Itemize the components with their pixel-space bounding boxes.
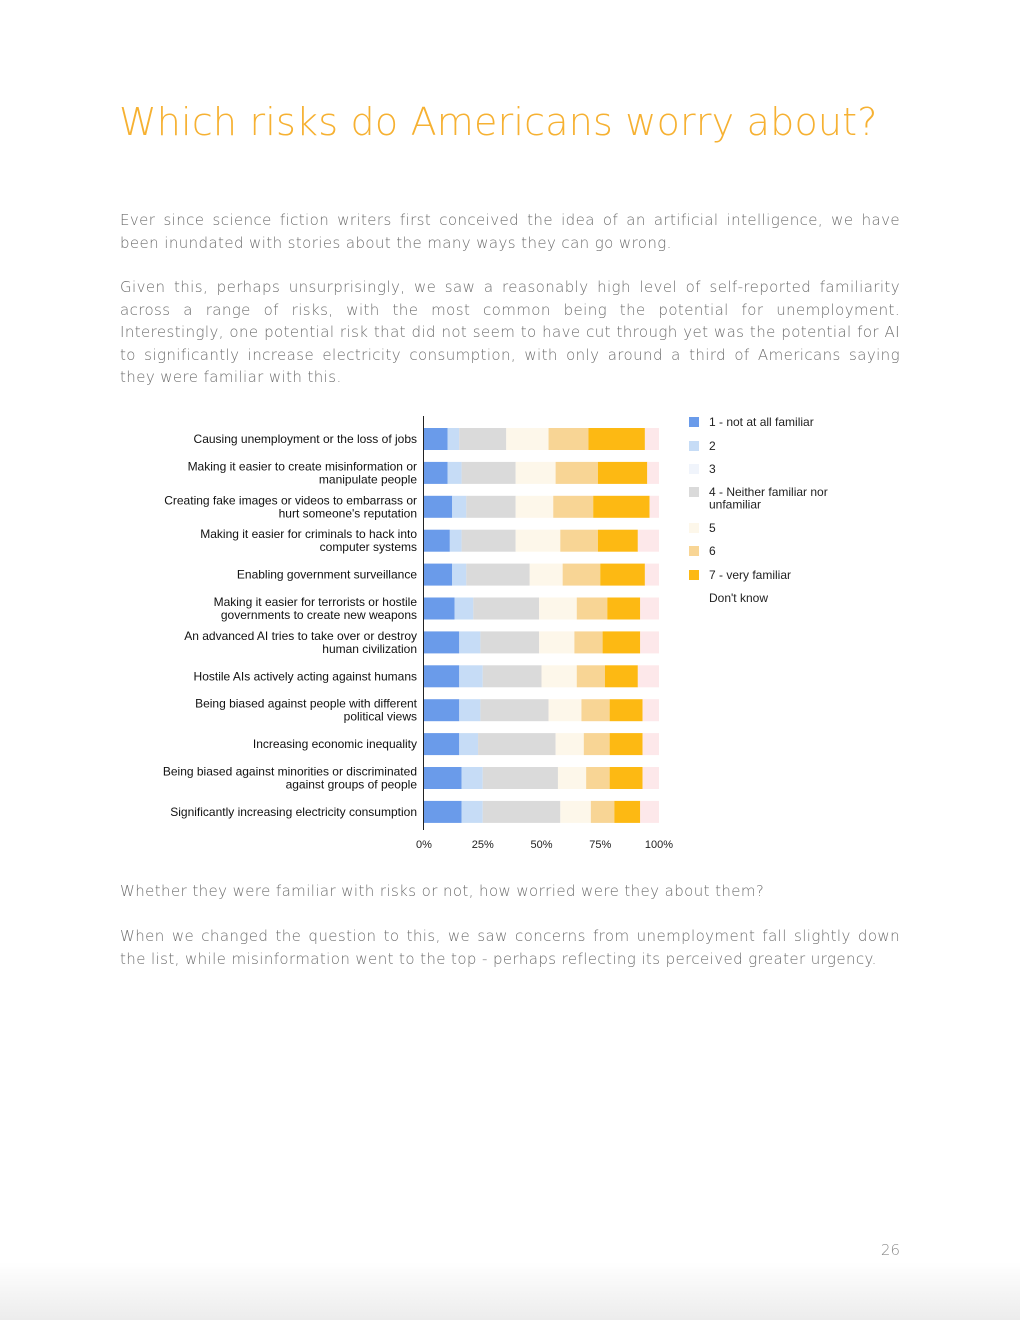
bar-segment-row10-series2 (459, 733, 478, 755)
x-tick-label-2: 25% (471, 839, 494, 851)
bar-segment-row12-series5 (560, 801, 591, 823)
bar-segment-row12-series7 (614, 801, 640, 823)
legend-swatch-6 (689, 546, 699, 556)
worry-question-paragraph: Whether they were familiar with risks or not, how worried were they about them? (120, 882, 765, 900)
bar-segment-row8-series4 (483, 665, 542, 687)
bar-segment-row2-series5 (516, 462, 556, 484)
bar-segment-row1-series7 (589, 428, 645, 450)
bar-segment-row6-series1 (424, 598, 455, 620)
bar-segment-row8-series8 (638, 665, 659, 687)
category-label-row12: Significantly increasing electricity consumption (170, 804, 417, 819)
bar-segment-row6-series5 (539, 598, 577, 620)
category-label-row6-line1: Making it easier for terrorists or hostile (213, 595, 417, 609)
bar-segment-row3-series8 (650, 496, 659, 518)
category-label-row9-line1: Being biased against people with different (195, 696, 417, 711)
legend-label-3: 3 (709, 462, 716, 476)
bar-segment-row2-series4 (462, 462, 516, 484)
category-label-row10: Increasing economic inequality (252, 737, 417, 752)
legend-swatch-1 (689, 417, 699, 427)
bar-segment-row7-series2 (459, 631, 480, 653)
bar-segment-row11-series7 (610, 767, 643, 789)
bar-segment-row11-series2 (462, 767, 483, 789)
bar-segment-row6-series4 (473, 598, 539, 620)
bars-layer (424, 428, 659, 823)
category-label-row2-line1: Making it easier to create misinformation or (187, 459, 417, 474)
category-label-row3-line2: hurt someone's reputation (278, 506, 417, 521)
bar-segment-row11-series4 (483, 767, 558, 789)
bar-segment-row5-series4 (466, 564, 529, 586)
bar-segment-row3-series6 (553, 496, 593, 518)
familiarity-paragraph: Given this, perhaps unsurprisingly, we saw a reasonably high level of self-reported familiarity across a range of risks, with the most common being the potential for unemployment. Interestingly, one potential risk that did not seem to have cut through yet was the potential for AI to significantly increase electricity consumption, with only around a third of Americans saying they were familiar with this. (120, 278, 900, 387)
bar-segment-row4-series4 (462, 530, 516, 552)
category-label-row8: Hostile AIs actively acting against humans (193, 669, 417, 684)
x-axis-ticks (416, 839, 673, 851)
bar-segment-row5-series8 (645, 564, 659, 586)
bar-segment-row4-series7 (598, 530, 638, 552)
bar-segment-row6-series2 (455, 598, 474, 620)
bar-segment-row12-series1 (424, 801, 462, 823)
bar-segment-row11-series8 (643, 767, 659, 789)
bar-segment-row4-series8 (638, 530, 659, 552)
bar-segment-row9-series7 (610, 699, 643, 721)
bar-segment-row12-series6 (591, 801, 615, 823)
bar-segment-row2-series8 (647, 462, 659, 484)
bar-segment-row4-series2 (450, 530, 462, 552)
category-label-row4-line2: computer systems (319, 540, 417, 555)
bar-segment-row7-series1 (424, 631, 459, 653)
bar-segment-row11-series6 (586, 767, 610, 789)
bar-segment-row6-series8 (640, 598, 659, 620)
bar-segment-row12-series2 (462, 801, 483, 823)
bar-segment-row7-series8 (640, 631, 659, 653)
bar-segment-row4-series5 (516, 530, 561, 552)
bar-segment-row1-series4 (459, 428, 506, 450)
chart-legend (689, 415, 828, 605)
bar-segment-row3-series5 (516, 496, 554, 518)
legend-label-1: 1 - not at all familiar (709, 415, 814, 429)
legend-label-4-line2: unfamiliar (709, 497, 762, 512)
bar-segment-row1-series6 (549, 428, 589, 450)
bar-segment-row9-series2 (459, 699, 480, 721)
bar-segment-row8-series6 (577, 665, 605, 687)
bar-segment-row10-series5 (556, 733, 584, 755)
category-label-row6-line2: governments to create new weapons (220, 608, 417, 622)
legend-swatch-2 (689, 441, 699, 451)
worry-findings-paragraph: When we changed the question to this, we saw concerns from unemployment fall slightly down the list, while misinformation went to the top - perhaps reflecting its perceived greater urgency. (120, 927, 900, 968)
bar-segment-row5-series5 (530, 564, 563, 586)
x-tick-label-5: 100% (644, 839, 674, 851)
bar-segment-row5-series1 (424, 564, 452, 586)
page-number: 26 (880, 1241, 900, 1259)
category-label-row3-line1: Creating fake images or videos to embarrass or (164, 493, 417, 508)
bar-segment-row10-series8 (643, 733, 659, 755)
bar-segment-row2-series6 (556, 462, 598, 484)
bar-segment-row8-series1 (424, 665, 459, 687)
bar-segment-row8-series2 (459, 665, 483, 687)
bar-segment-row9-series6 (581, 699, 609, 721)
bar-segment-row2-series7 (598, 462, 647, 484)
legend-swatch-4 (689, 487, 699, 497)
bar-segment-row9-series5 (549, 699, 582, 721)
bar-segment-row6-series7 (607, 598, 640, 620)
bar-segment-row5-series6 (563, 564, 601, 586)
legend-label-5: 5 (709, 521, 716, 535)
intro-paragraph: Ever since science fiction writers first conceived the idea of an artificial intelligence, we have been inundated with stories about the many ways they can go wrong. (120, 211, 900, 252)
category-label-row11-line2: against groups of people (285, 777, 417, 792)
x-tick-label-3: 50% (530, 839, 553, 851)
category-label-row7-line1: An advanced AI tries to take over or destroy (184, 628, 417, 643)
bar-segment-row4-series6 (560, 530, 598, 552)
legend-swatch-7 (689, 570, 699, 580)
bar-segment-row3-series2 (452, 496, 466, 518)
page-title: Which risks do Americans worry about? (119, 100, 878, 144)
legend-label-8: Don't know (709, 591, 768, 605)
bar-segment-row7-series4 (480, 631, 539, 653)
bar-segment-row9-series4 (480, 699, 548, 721)
bar-segment-row5-series7 (600, 564, 645, 586)
bar-segment-row8-series5 (542, 665, 577, 687)
bar-segment-row1-series1 (424, 428, 448, 450)
bar-segment-row3-series4 (466, 496, 515, 518)
bar-segment-row3-series1 (424, 496, 452, 518)
bar-segment-row7-series6 (574, 631, 602, 653)
bar-segment-row3-series7 (593, 496, 649, 518)
category-label-row1: Causing unemployment or the loss of jobs (193, 432, 417, 446)
legend-label-7: 7 - very familiar (709, 568, 792, 582)
bar-segment-row1-series8 (645, 428, 659, 450)
category-label-row7-line2: human civilization (322, 641, 417, 656)
bar-segment-row5-series2 (452, 564, 466, 586)
bar-segment-row10-series1 (424, 733, 459, 755)
bar-segment-row2-series2 (448, 462, 462, 484)
x-tick-label-4: 75% (589, 839, 612, 851)
bar-segment-row1-series2 (448, 428, 460, 450)
category-labels (163, 432, 418, 819)
legend-label-6: 6 (709, 544, 716, 558)
legend-swatch-5 (689, 523, 699, 533)
bar-segment-row6-series6 (577, 598, 608, 620)
legend-label-4-line1: 4 - Neither familiar nor (709, 485, 828, 499)
bar-segment-row9-series1 (424, 699, 459, 721)
bar-segment-row4-series1 (424, 530, 450, 552)
category-label-row5: Enabling government surveillance (236, 567, 417, 582)
bar-segment-row7-series5 (539, 631, 574, 653)
category-label-row9-line2: political views (343, 709, 417, 724)
bar-segment-row8-series7 (605, 665, 638, 687)
bar-segment-row2-series1 (424, 462, 448, 484)
bar-segment-row10-series7 (610, 733, 643, 755)
legend-swatch-3 (689, 464, 699, 474)
bar-segment-row1-series5 (506, 428, 548, 450)
x-tick-label-1: 0% (416, 839, 432, 851)
category-label-row4-line1: Making it easier for criminals to hack into (200, 527, 417, 542)
bar-segment-row10-series4 (478, 733, 556, 755)
bar-segment-row7-series7 (603, 631, 641, 653)
legend-label-2: 2 (709, 439, 716, 453)
bar-segment-row12-series4 (483, 801, 561, 823)
bar-segment-row10-series6 (584, 733, 610, 755)
bar-segment-row11-series5 (558, 767, 586, 789)
bar-segment-row12-series8 (640, 801, 659, 823)
category-label-row2-line2: manipulate people (318, 472, 417, 487)
bar-segment-row9-series8 (643, 699, 659, 721)
footer-shade (0, 1262, 1020, 1320)
bar-segment-row11-series1 (424, 767, 462, 789)
category-label-row11-line1: Being biased against minorities or discriminated (162, 764, 417, 779)
